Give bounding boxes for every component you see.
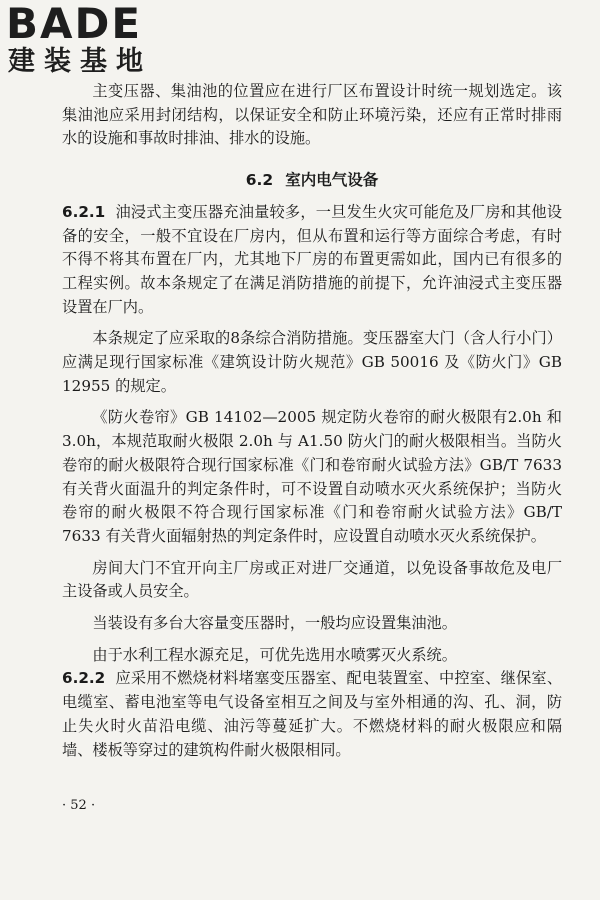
clause-6-2-1-paragraph <box>62 201 562 320</box>
page-number: · 52 · <box>62 798 96 813</box>
section-heading <box>62 169 562 193</box>
logo-brand: BADE <box>6 0 143 48</box>
clause-text: 应采用不燃烧材料堵塞变压器室、配电装置室、中控室、继保室、电缆室、蓄电池室等电气设备室相互之间及与室外相通的沟、孔、洞，防止失火时火苗沿电缆、油污等蔓延扩大。不燃烧材料的耐火极限应和隔墙、楼板等穿过的建筑构件耐火极限相同。 <box>62 669 562 759</box>
section-title: 室内电气设备 <box>285 171 379 190</box>
clause-text: 油浸式主变压器充油量较多，一旦发生火灾可能危及厂房和其他设备的安全，一般不宜设在厂房内，但从布置和运行等方面综合考虑，有时不得不将其布置在厂内，尤其地下厂房的布置更需如此，国内已有很多的工程实例。故本条规定了在满足消防措施的前提下，允许油浸式主变压器设置在厂内。 <box>62 202 562 316</box>
paragraph-door: 房间大门不宜开向主厂房或正对进厂交通道，以免设备事故危及电厂主设备或人员安全。 <box>62 558 562 601</box>
clause-number: 6.2.2 <box>62 669 106 688</box>
paragraph-fire-shutter: 《防火卷帘》GB 14102—2005 规定防火卷帘的耐火极限有2.0h 和 3.0h，本规范取耐火极限 2.0h 与 A1.50 防火门的耐火极限相当。当防火卷帘的耐火极限符合现行国家标准《门和卷帘耐火试验方法》GB/T 7633 有关背火面温升的判定条件时，可不设置自动喷水灭火系统保护；当防火卷帘的耐火极限不符合现行国家标准《门和卷帘耐火试验方法》GB/T 7633 有关背火面辐射热的判定条件时，应设置自动喷水灭火系统保护。 <box>62 408 562 545</box>
intro-paragraph: 主变压器、集油池的位置应在进行厂区布置设计时统一规划选定。该集油池应采用封闭结构，以保证安全和防止环境污染，还应有正常时排雨水的设施和事故时排油、排水的设施。 <box>62 82 562 148</box>
clause-6-2-2-paragraph <box>62 667 562 762</box>
section-number: 6.2 <box>245 171 274 190</box>
bade-logo <box>6 2 152 78</box>
clause-number: 6.2.1 <box>62 202 106 221</box>
document-body <box>62 80 562 762</box>
logo-subtitle: 建装基地 <box>8 46 152 77</box>
paragraph-oil-pit: 当装设有多台大容量变压器时，一般均应设置集油池。 <box>92 614 457 633</box>
paragraph-water-spray: 由于水利工程水源充足，可优先选用水喷雾灭火系统。 <box>92 645 457 664</box>
paragraph-measures: 本条规定了应采取的8条综合消防措施。变压器室大门（含人行小门）应满足现行国家标准《建筑设计防火规范》GB 50016 及《防火门》GB 12955 的规定。 <box>62 329 562 395</box>
